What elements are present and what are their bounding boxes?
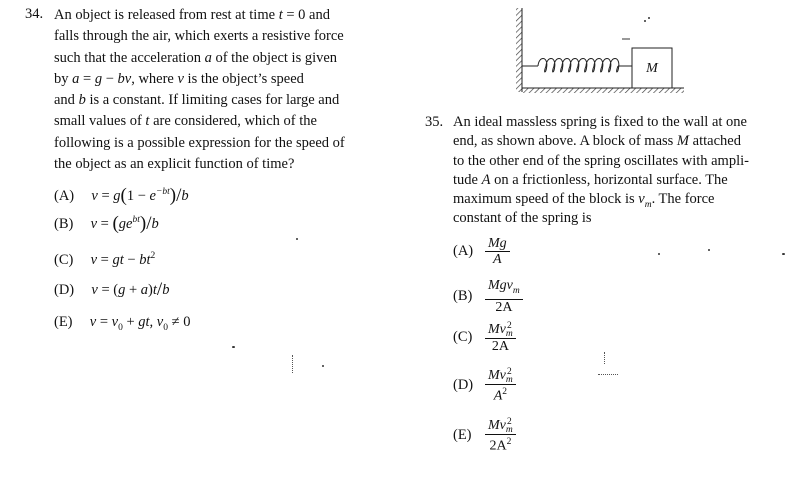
- q34-c-exp: 2: [150, 251, 156, 261]
- math-variable: A: [481, 171, 491, 188]
- stem-text: = 0 and: [282, 7, 330, 23]
- q34-b-rparen: ): [139, 212, 147, 234]
- q35-c-num: Mv: [488, 322, 506, 338]
- stem-text: constant of the spring is: [453, 210, 592, 227]
- question-35-line: [453, 132, 749, 151]
- scan-speck: [292, 355, 295, 373]
- math-variable: a: [72, 70, 80, 87]
- question-34-stem: [54, 5, 345, 175]
- stem-text: on a frictionless, horizontal surface. The: [490, 171, 728, 188]
- question-34-line: [54, 48, 345, 69]
- q34-option-b-label: (B): [54, 215, 74, 232]
- q35-b-den: 2A: [495, 299, 513, 315]
- q34-e-sub0b: 0: [163, 322, 168, 333]
- q35-e-den-sup: 2: [506, 437, 512, 447]
- q34-c-gt: gt: [112, 251, 124, 268]
- math-variable: t: [278, 7, 283, 23]
- q34-e-plus: +: [126, 314, 135, 330]
- q35-d-num-sub: m: [505, 375, 513, 385]
- q35-option-d[interactable]: [453, 368, 516, 404]
- q35-option-c[interactable]: [453, 322, 516, 354]
- question-34-line: [54, 133, 345, 154]
- q34-option-c[interactable]: [54, 246, 155, 270]
- q34-e-zero: 0: [183, 314, 191, 330]
- question-34-line: [54, 5, 345, 26]
- q34-d-plus: +: [128, 282, 138, 298]
- math-variable: v: [638, 191, 645, 208]
- q35-option-c-label: (C): [453, 329, 473, 346]
- q34-d-t: t: [152, 282, 157, 298]
- q34-a-rparen: ): [169, 184, 177, 206]
- q34-b-b: b: [151, 215, 159, 232]
- stem-text: , where: [131, 70, 178, 87]
- q35-b-fraction: [485, 278, 523, 315]
- q34-a-slash: /: [176, 184, 182, 206]
- q34-e-v0: v: [111, 314, 119, 330]
- q34-option-a[interactable]: [54, 182, 189, 206]
- q34-b-slash: /: [146, 212, 152, 234]
- q34-a-b: b: [181, 187, 189, 204]
- q34-d-a: a: [140, 282, 149, 298]
- stem-text: by: [54, 70, 73, 87]
- q34-e-gt: gt,: [138, 314, 154, 330]
- math-variable: v: [177, 70, 184, 87]
- q34-e-neq: ≠: [171, 314, 180, 330]
- stem-text: end, as shown above. A block of mass: [453, 133, 677, 150]
- question-34-line: [54, 69, 345, 90]
- q34-e-eq: =: [99, 314, 109, 330]
- question-35-line: [453, 171, 749, 190]
- question-34-line: [54, 154, 345, 175]
- q34-a-eq: =: [101, 187, 110, 204]
- stem-text: such that the acceleration: [54, 49, 205, 66]
- q35-c-num-sup: 2: [506, 321, 512, 331]
- q34-option-d-label: (D): [54, 282, 75, 298]
- stem-text: is a constant. If limiting cases for large and: [85, 92, 340, 109]
- q35-b-num-sub: m: [512, 285, 520, 296]
- stem-text: to the other end of the spring oscillates with ampli-: [453, 152, 749, 169]
- q35-a-den: A: [493, 252, 502, 267]
- q35-option-a-label: (A): [453, 242, 474, 259]
- math-variable: m: [644, 200, 652, 211]
- math-variable: bv: [117, 70, 132, 87]
- q34-a-minus: −: [137, 187, 146, 204]
- stem-text: of the object is given: [211, 49, 338, 66]
- q35-option-d-label: (D): [453, 377, 474, 394]
- stem-text: tude: [453, 171, 482, 188]
- q34-c-v: v: [90, 251, 98, 268]
- q34-option-d[interactable]: [54, 280, 169, 300]
- question-35-line: [453, 113, 749, 132]
- stem-text: . The force: [651, 191, 715, 208]
- spring-block-diagram: [510, 4, 690, 100]
- q35-a-fraction: [485, 236, 510, 267]
- scan-speck: [708, 249, 710, 251]
- q34-d-b: b: [162, 282, 170, 298]
- q34-d-rparen: ): [148, 282, 153, 298]
- question-34-line: [54, 90, 345, 111]
- q34-e-sub0: 0: [118, 322, 123, 333]
- q34-c-bt: bt: [139, 251, 151, 268]
- scan-speck: [296, 238, 298, 240]
- q34-d-g: g: [118, 282, 126, 298]
- q34-b-v: v: [90, 215, 98, 232]
- q35-option-a[interactable]: [453, 236, 510, 267]
- stem-text: maximum speed of the block is: [453, 191, 639, 208]
- math-variable: M: [676, 133, 690, 150]
- q34-c-eq: =: [100, 251, 109, 268]
- q34-b-lparen: (: [112, 212, 119, 234]
- q35-e-fraction: [485, 418, 516, 454]
- math-variable: a: [204, 49, 212, 66]
- scan-speck: [782, 253, 785, 255]
- question-34-line: [54, 26, 345, 47]
- question-35-line: [453, 190, 749, 209]
- spring: [522, 59, 632, 73]
- q35-d-num: Mv: [488, 368, 506, 384]
- math-variable: b: [78, 92, 86, 109]
- q34-d-v: v: [91, 282, 98, 298]
- q34-b-eq: =: [100, 215, 109, 232]
- q34-a-e: e: [149, 187, 156, 204]
- question-35-number: 35.: [425, 114, 444, 130]
- q34-b-exp: bt: [132, 215, 140, 225]
- q35-e-num-sup: 2: [506, 417, 512, 427]
- q34-option-a-label: (A): [54, 187, 75, 204]
- stem-text: is the object’s speed: [183, 70, 304, 87]
- stem-text: attached: [689, 133, 741, 150]
- q35-d-den: A: [493, 388, 503, 404]
- q34-b-ge: ge: [118, 215, 133, 232]
- q34-d-eq: =: [101, 282, 110, 298]
- question-35-line: [453, 209, 749, 228]
- q34-option-c-label: (C): [54, 251, 74, 268]
- q35-c-den: 2A: [491, 339, 509, 354]
- math-variable: t: [145, 113, 150, 130]
- q35-e-num-sub: m: [505, 425, 513, 435]
- q34-d-slash: /: [156, 279, 163, 300]
- q34-d-lparen: (: [113, 282, 119, 298]
- q35-c-num-sub: m: [505, 329, 513, 339]
- q35-b-num: Mgv: [488, 278, 513, 293]
- question-34-line: [54, 111, 345, 132]
- q34-option-e[interactable]: [54, 312, 190, 338]
- q35-e-num: Mv: [488, 418, 506, 434]
- scan-speck: [232, 346, 235, 348]
- stem-text: are considered, which of the: [149, 113, 317, 130]
- stem-text: following is a possible expression for the speed of: [54, 134, 345, 151]
- q34-e-v: v: [89, 314, 97, 330]
- stem-text: small values of: [54, 113, 146, 130]
- q34-a-v: v: [91, 187, 98, 204]
- stem-text: and: [54, 92, 79, 109]
- scan-speck: [604, 352, 613, 364]
- stem-text: =: [79, 70, 95, 87]
- q35-a-num: Mg: [488, 236, 507, 251]
- q35-e-den: 2A: [489, 438, 507, 454]
- q35-option-e[interactable]: [453, 418, 516, 454]
- question-34-number: 34.: [25, 6, 44, 22]
- stem-text: −: [102, 70, 118, 87]
- stem-text: the object as an explicit function of time?: [54, 156, 295, 173]
- q34-a-lparen: (: [120, 184, 127, 206]
- q35-d-fraction: [485, 368, 516, 404]
- q35-c-fraction: [485, 322, 516, 354]
- q34-option-b[interactable]: [54, 210, 159, 234]
- q34-option-e-label: (E): [54, 314, 73, 330]
- math-variable: g: [94, 70, 103, 87]
- q34-a-one: 1: [126, 187, 135, 204]
- q35-option-e-label: (E): [453, 427, 472, 444]
- q35-d-den-sup: 2: [502, 387, 508, 397]
- block-label: M: [646, 61, 658, 76]
- scan-speck: [658, 253, 660, 255]
- wall: [516, 8, 522, 92]
- q34-a-exp: −bt: [155, 187, 170, 197]
- stem-text: An ideal massless spring is fixed to the wall at one: [453, 114, 747, 130]
- floor: [522, 88, 684, 93]
- q35-d-num-sup: 2: [506, 367, 512, 377]
- q35-option-b-label: (B): [453, 287, 473, 304]
- question-35-line: [453, 152, 749, 171]
- scan-speck: [598, 374, 618, 376]
- q35-option-b[interactable]: [453, 278, 523, 315]
- scan-speck: [322, 365, 324, 367]
- stem-text: falls through the air, which exerts a resistive force: [54, 28, 344, 45]
- question-35-stem: [453, 113, 749, 229]
- q34-a-g: g: [113, 187, 121, 204]
- stem-text: An object is released from rest at time: [54, 7, 279, 23]
- q34-c-minus: −: [127, 251, 136, 268]
- q34-e-v0b: v: [156, 314, 164, 330]
